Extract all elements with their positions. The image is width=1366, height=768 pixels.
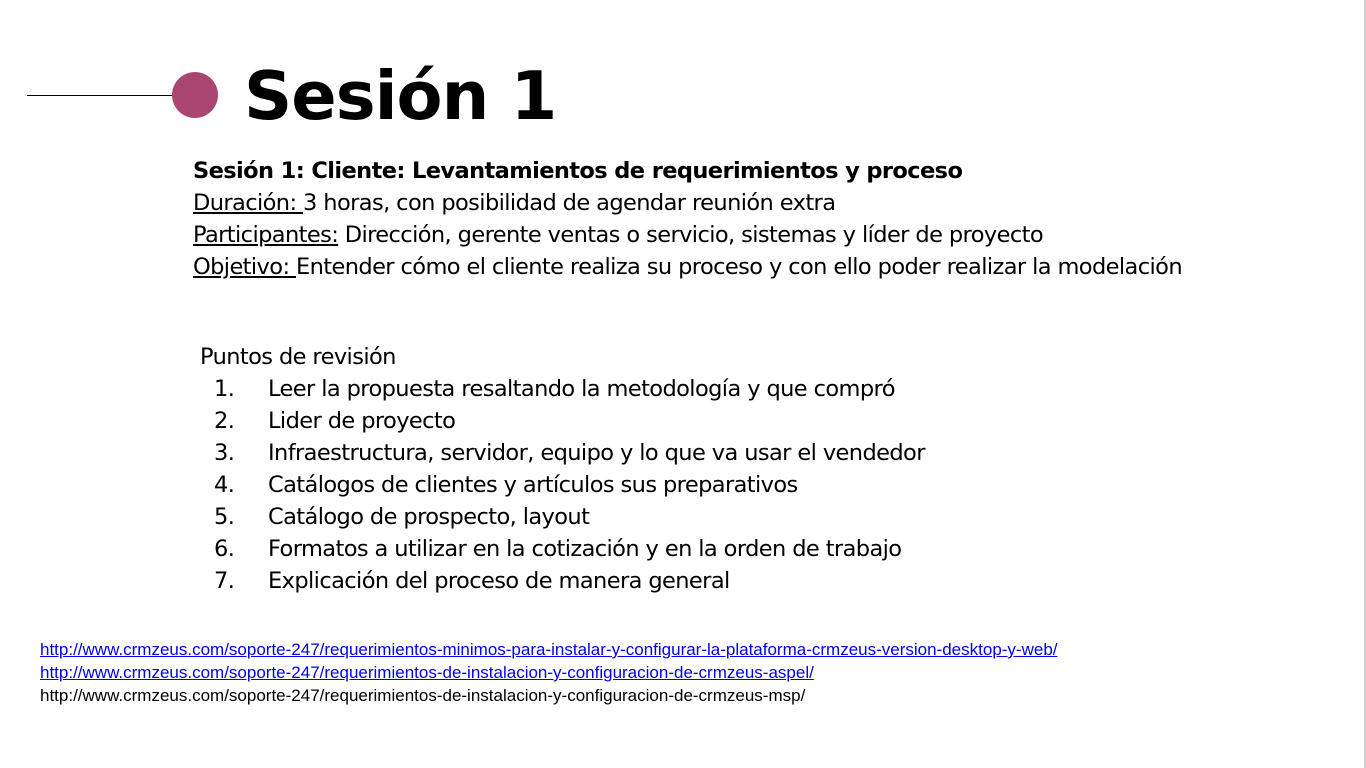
- list-item-text: Infraestructura, servidor, equipo y lo que va usar el vendedor: [268, 440, 925, 466]
- slide-title: Sesión 1: [244, 57, 557, 135]
- list-item: [200, 565, 730, 597]
- list-item-text: Catálogos de clientes y artículos sus preparativos: [268, 472, 798, 498]
- text-requerimientos-msp: http://www.crmzeus.com/soporte-247/requerimientos-de-instalacion-y-configuracion-de-crmzeus-msp/: [40, 686, 806, 705]
- reference-links: [40, 638, 1058, 707]
- list-item-number: 2.: [214, 408, 235, 434]
- duration-line: [193, 187, 1182, 219]
- list-item-number: 3.: [214, 440, 235, 466]
- link-requerimientos-aspel[interactable]: http://www.crmzeus.com/soporte-247/requerimientos-de-instalacion-y-configuracion-de-crmzeus-aspel/: [40, 663, 814, 682]
- list-item-text: Lider de proyecto: [268, 408, 456, 434]
- list-item: [200, 533, 902, 565]
- timeline-dot: [172, 72, 218, 118]
- timeline-line: [27, 95, 177, 96]
- participants-label: Participantes:: [193, 222, 339, 248]
- list-item-text: Explicación del proceso de manera general: [268, 568, 730, 594]
- list-item-number: 6.: [214, 536, 235, 562]
- list-item: [200, 501, 590, 533]
- duration-value: 3 horas, con posibilidad de agendar reunión extra: [303, 190, 836, 216]
- review-list: [200, 373, 925, 597]
- list-item: [200, 469, 798, 501]
- objective-line: [193, 251, 1182, 283]
- objective-label: Objetivo:: [193, 254, 296, 280]
- list-item: [200, 405, 456, 437]
- list-item-text: Catálogo de prospecto, layout: [268, 504, 590, 530]
- session-heading: Sesión 1: Cliente: Levantamientos de requerimientos y proceso: [193, 158, 963, 184]
- review-section: [200, 341, 925, 597]
- review-heading: Puntos de revisión: [200, 344, 396, 370]
- list-item-text: Leer la propuesta resaltando la metodología y que compró: [268, 376, 895, 402]
- session-info: [193, 155, 1182, 283]
- list-item-number: 4.: [214, 472, 235, 498]
- objective-value: Entender cómo el cliente realiza su proceso y con ello poder realizar la modelación: [295, 254, 1182, 280]
- duration-label: Duración:: [193, 190, 304, 216]
- list-item: [200, 437, 925, 469]
- list-item: [200, 373, 895, 405]
- link-requerimientos-minimos[interactable]: http://www.crmzeus.com/soporte-247/requerimientos-minimos-para-instalar-y-configurar-la-plataforma-crmzeus-version-desktop-y-web/: [40, 640, 1058, 659]
- participants-line: [193, 219, 1182, 251]
- list-item-number: 1.: [214, 376, 235, 402]
- list-item-number: 7.: [214, 568, 235, 594]
- list-item-text: Formatos a utilizar en la cotización y en la orden de trabajo: [268, 536, 902, 562]
- list-item-number: 5.: [214, 504, 235, 530]
- participants-value: Dirección, gerente ventas o servicio, sistemas y líder de proyecto: [338, 222, 1043, 248]
